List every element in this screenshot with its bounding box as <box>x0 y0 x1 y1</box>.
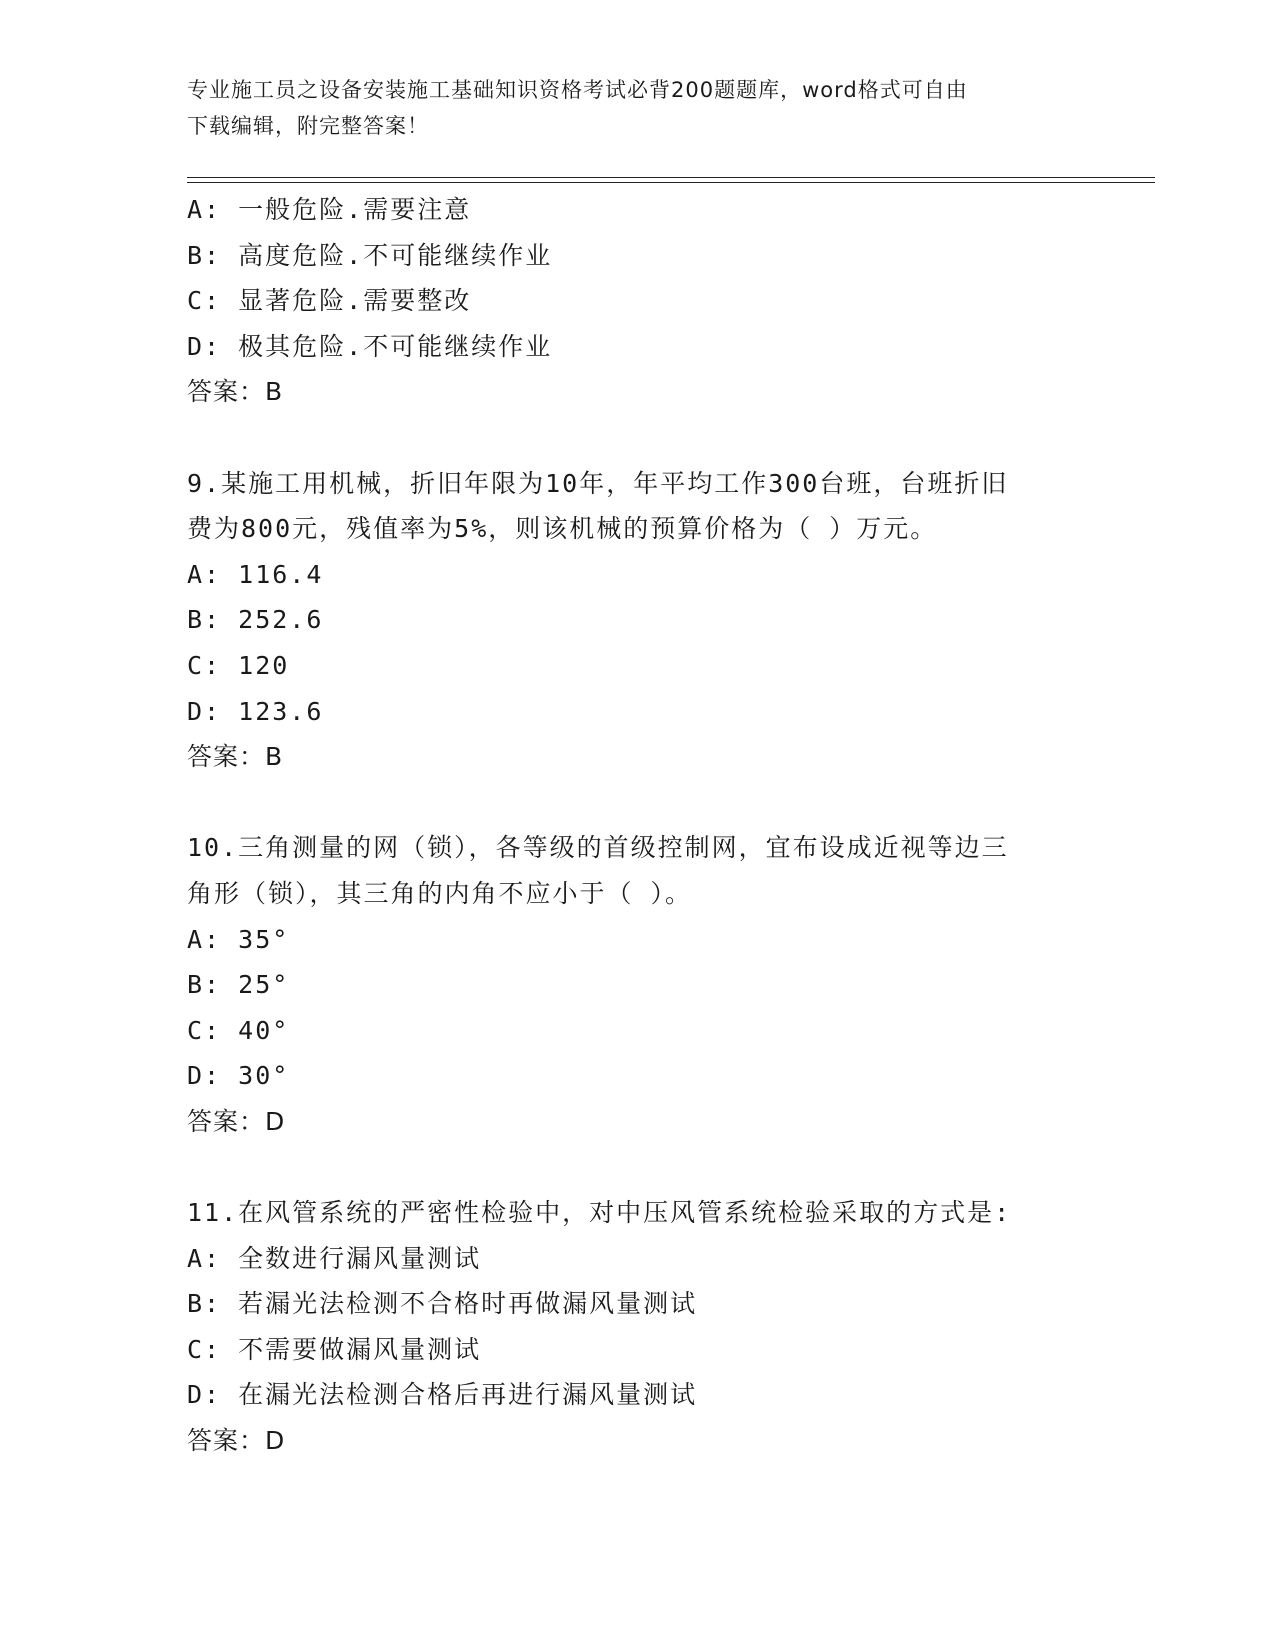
question-10 <box>187 825 1087 1144</box>
option-c: C: 40° <box>187 1015 290 1045</box>
spacer <box>187 1144 1087 1190</box>
answer: 答案：B <box>187 377 284 407</box>
option-b: B: 25° <box>187 970 290 1000</box>
question-9 <box>187 461 1087 780</box>
answer: 答案：B <box>187 742 284 772</box>
spacer <box>187 415 1087 461</box>
question-stem: 角形（锁），其三角的内角不应小于（ ）。 <box>187 878 693 908</box>
option-d: D: 30° <box>187 1061 290 1091</box>
option-a: A: 35° <box>187 924 290 954</box>
option-c: C: 120 <box>187 650 290 680</box>
question-11 <box>187 1190 1087 1464</box>
question-content <box>187 187 1087 1464</box>
option-a: A: 全数进行漏风量测试 <box>187 1243 482 1273</box>
question-stem: 9.某施工用机械，折旧年限为10年，年平均工作300台班，台班折旧 <box>187 468 1009 498</box>
answer: 答案：D <box>187 1426 286 1456</box>
option-b: B: 高度危险.不可能继续作业 <box>187 240 553 270</box>
header-line-2: 下载编辑，附完整答案！ <box>187 114 429 138</box>
question-stem: 10.三角测量的网（锁），各等级的首级控制网，宜布设成近视等边三 <box>187 833 1009 863</box>
question-stem: 费为800元，残值率为5%，则该机械的预算价格为（ ）万元。 <box>187 514 938 544</box>
question-8 <box>187 187 1087 415</box>
option-d: D: 在漏光法检测合格后再进行漏风量测试 <box>187 1380 698 1410</box>
question-stem: 11.在风管系统的严密性检验中，对中压风管系统检验采取的方式是: <box>187 1198 1012 1228</box>
option-d: D: 123.6 <box>187 696 324 726</box>
header-divider-top <box>187 177 1155 178</box>
option-c: C: 显著危险.需要整改 <box>187 286 472 316</box>
document-header <box>187 72 1067 144</box>
option-a: A: 一般危险.需要注意 <box>187 195 472 224</box>
answer: 答案：D <box>187 1106 286 1136</box>
option-b: B: 252.6 <box>187 605 324 635</box>
header-line-1: 专业施工员之设备安装施工基础知识资格考试必背200题题库，word格式可自由 <box>187 78 968 102</box>
spacer <box>187 780 1087 826</box>
option-b: B: 若漏光法检测不合格时再做漏风量测试 <box>187 1289 698 1319</box>
option-d: D: 极其危险.不可能继续作业 <box>187 331 553 361</box>
option-c: C: 不需要做漏风量测试 <box>187 1334 482 1364</box>
option-a: A: 116.4 <box>187 559 324 589</box>
header-divider-bottom <box>187 182 1155 183</box>
